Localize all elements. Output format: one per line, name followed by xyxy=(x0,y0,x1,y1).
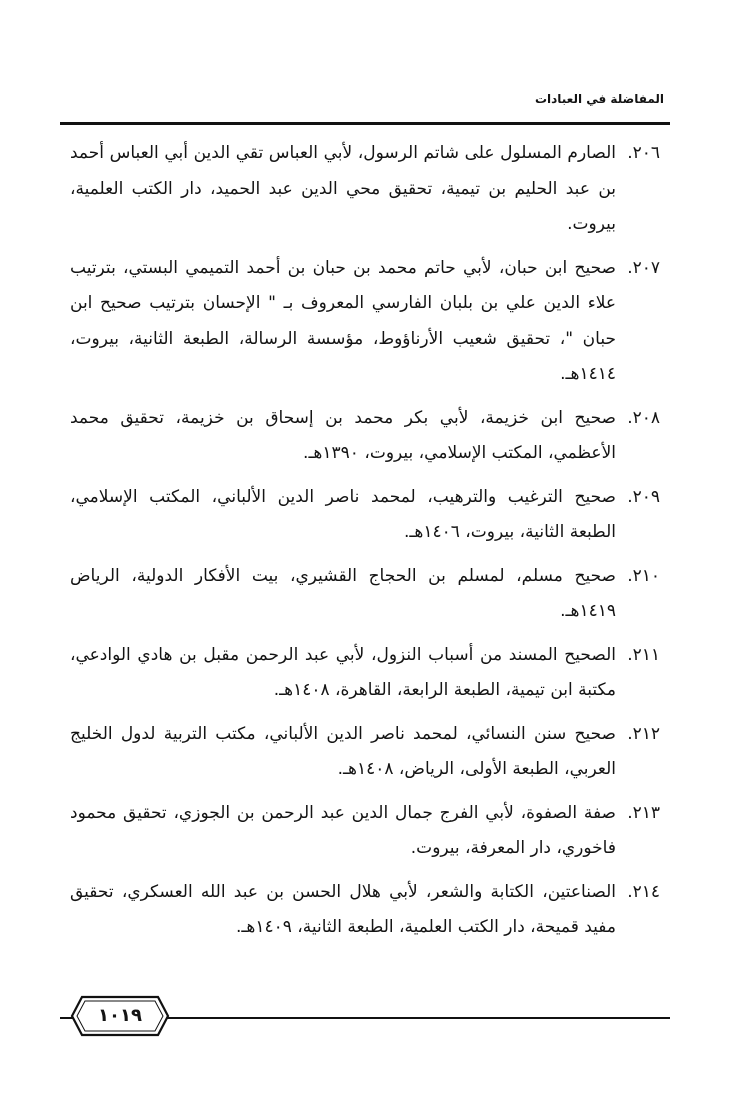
reference-list xyxy=(70,136,660,954)
reference-number: ٢١٣. xyxy=(627,802,660,823)
reference-text: صحيح سنن النسائي، لمحمد ناصر الدين الألباني، مكتب التربية لدول الخليج العربي، الطبعة الأولى، الرياض، ١٤٠٨هـ. xyxy=(70,723,616,779)
header-rule xyxy=(60,122,670,125)
reference-entry xyxy=(70,136,660,243)
reference-entry xyxy=(70,875,660,946)
reference-entry xyxy=(70,401,660,472)
reference-text: الصناعتين، الكتابة والشعر، لأبي هلال الحسن بن عبد الله العسكري، تحقيق مفيد قميحة، دار الكتب العلمية، الطبعة الثانية، ١٤٠٩هـ. xyxy=(70,881,616,937)
reference-entry xyxy=(70,251,660,393)
reference-number: ٢١٤. xyxy=(627,881,660,902)
reference-number: ٢١٠. xyxy=(627,565,660,586)
reference-text: الصحيح المسند من أسباب النزول، لأبي عبد الرحمن مقبل بن هادي الوادعي، مكتبة ابن تيمية، الطبعة الرابعة، القاهرة، ١٤٠٨هـ. xyxy=(70,644,616,700)
reference-number: ٢٠٦. xyxy=(627,143,660,163)
reference-text: الصارم المسلول على شاتم الرسول، لأبي العباس تقي الدين أبي العباس أحمد بن عبد الحليم بن تيمية، تحقيق محي الدين عبد الحميد، دار الكتب العلمية، بيروت. xyxy=(70,143,616,234)
reference-text: صحيح ابن حبان، لأبي حاتم محمد بن حبان بن أحمد التميمي البستي، بترتيب علاء الدين علي بن بلبان الفارسي المعروف بـ " الإحسان بترتيب صحيح ابن حبان "، تحقيق شعيب الأرناؤوط، مؤسسة الرسالة، الطبعة الثانية، بيروت، ١٤١٤هـ. xyxy=(70,257,616,384)
reference-entry xyxy=(70,559,660,630)
running-header-title: المفاضلة في العبادات xyxy=(534,92,664,106)
running-header xyxy=(60,90,668,116)
reference-number: ٢٠٨. xyxy=(627,407,660,428)
reference-number: ٢٠٧. xyxy=(627,257,660,278)
reference-entry xyxy=(70,717,660,788)
page-number: ١٠١٩ xyxy=(98,1005,142,1026)
page-number-badge xyxy=(70,994,170,1038)
reference-number: ٢١١. xyxy=(627,644,660,665)
reference-entry xyxy=(70,480,660,551)
reference-entry xyxy=(70,796,660,867)
reference-entry xyxy=(70,638,660,709)
reference-text: صحيح مسلم، لمسلم بن الحجاج القشيري، بيت الأفكار الدولية، الرياض ١٤١٩هـ. xyxy=(70,565,616,621)
reference-text: صحيح ابن خزيمة، لأبي بكر محمد بن إسحاق بن خزيمة، تحقيق محمد الأعظمي، المكتب الإسلامي، بيروت، ١٣٩٠هـ. xyxy=(70,407,616,463)
reference-text: صحيح الترغيب والترهيب، لمحمد ناصر الدين الألباني، المكتب الإسلامي، الطبعة الثانية، بيروت، ١٤٠٦هـ. xyxy=(70,486,616,542)
reference-text: صفة الصفوة، لأبي الفرج جمال الدين عبد الرحمن بن الجوزي، تحقيق محمود فاخوري، دار المعرفة، بيروت. xyxy=(70,802,616,858)
reference-number: ٢٠٩. xyxy=(627,486,660,507)
reference-number: ٢١٢. xyxy=(627,723,660,744)
